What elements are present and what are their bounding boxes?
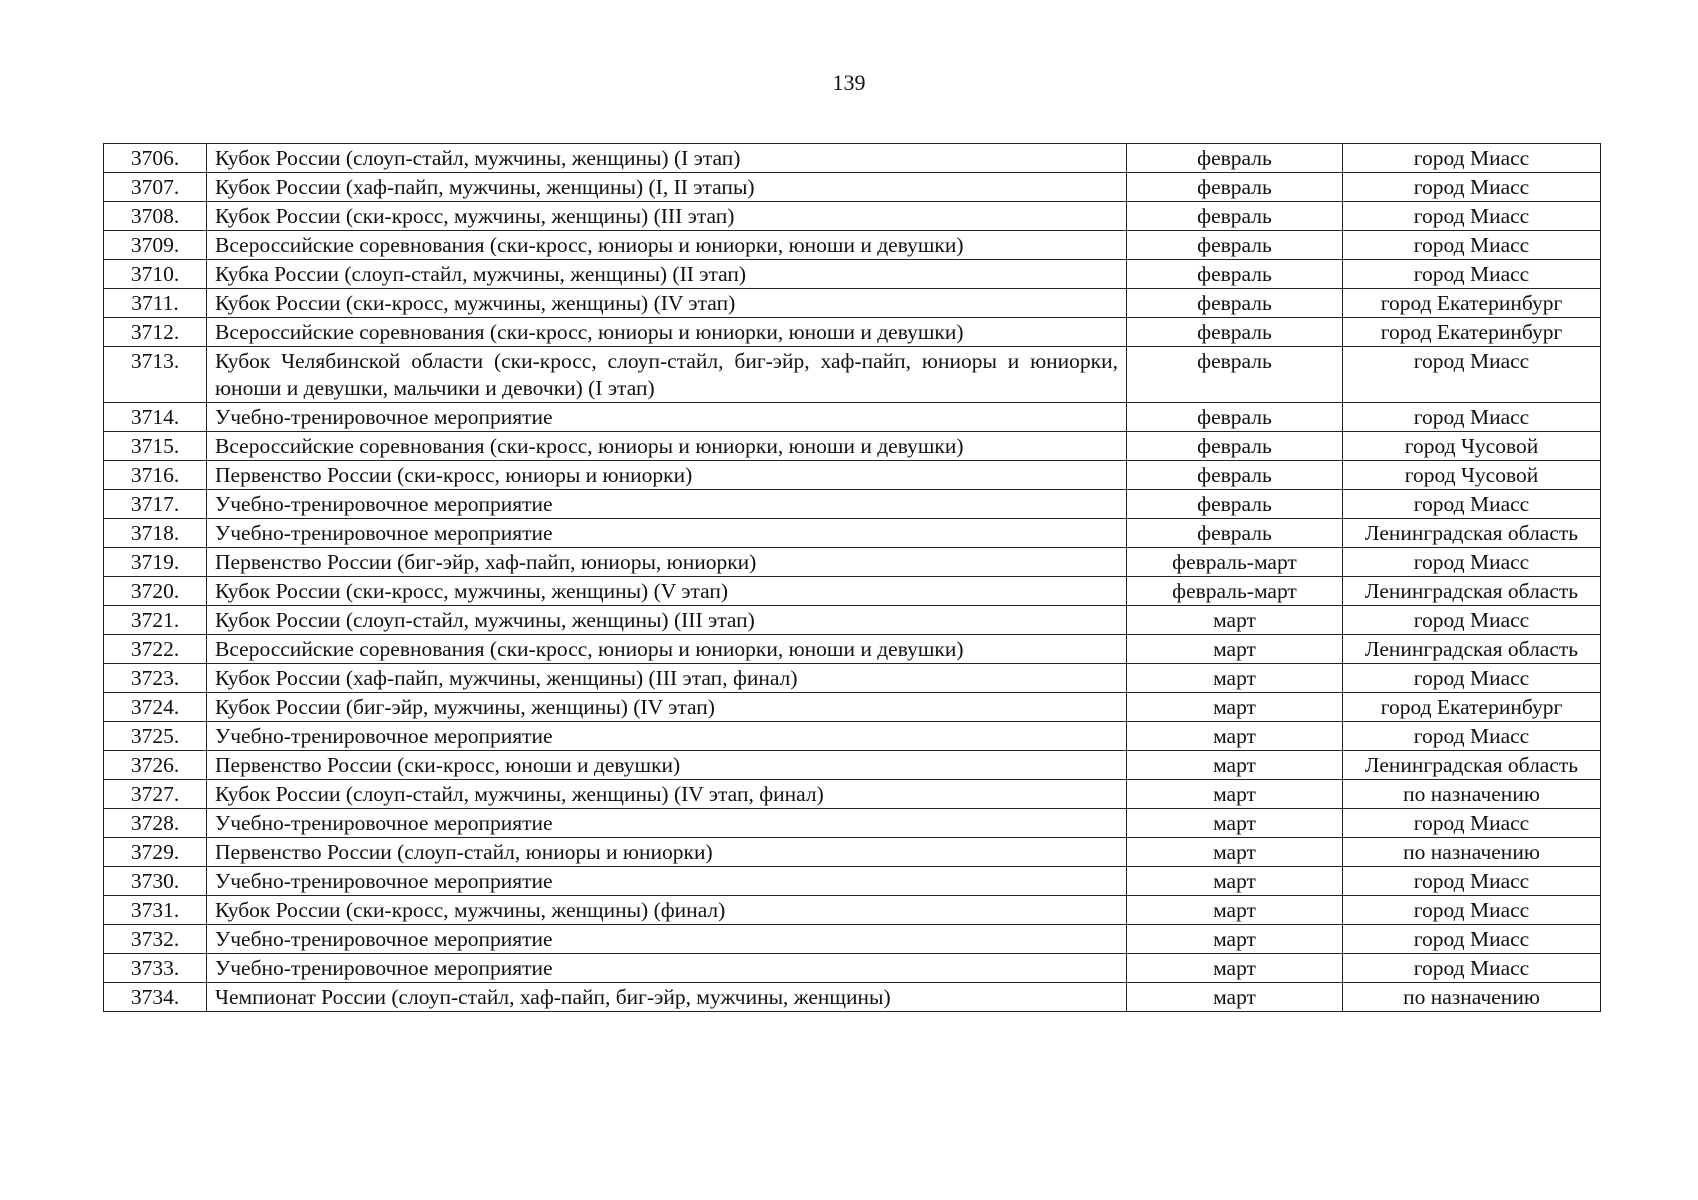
event-number: 3715. [104, 432, 207, 461]
event-date: март [1127, 838, 1343, 867]
table-row [104, 202, 1601, 231]
events-table-body [104, 144, 1601, 1012]
event-number: 3710. [104, 260, 207, 289]
event-place: город Миасс [1343, 144, 1601, 173]
event-name: Кубок России (биг-эйр, мужчины, женщины) (IV этап) [207, 693, 1127, 722]
table-row [104, 983, 1601, 1012]
event-date: март [1127, 751, 1343, 780]
event-number: 3731. [104, 896, 207, 925]
table-row [104, 461, 1601, 490]
event-number: 3716. [104, 461, 207, 490]
event-place: город Миасс [1343, 809, 1601, 838]
event-place: город Миасс [1343, 548, 1601, 577]
event-place: город Миасс [1343, 260, 1601, 289]
event-number: 3714. [104, 403, 207, 432]
event-date: февраль-март [1127, 577, 1343, 606]
event-number: 3709. [104, 231, 207, 260]
event-name: Всероссийские соревнования (ски-кросс, юниоры и юниорки, юноши и девушки) [207, 432, 1127, 461]
event-place: город Чусовой [1343, 461, 1601, 490]
event-place: по назначению [1343, 780, 1601, 809]
event-name: Кубок России (ски-кросс, мужчины, женщины) (финал) [207, 896, 1127, 925]
table-row [104, 838, 1601, 867]
event-number: 3725. [104, 722, 207, 751]
event-date: февраль [1127, 318, 1343, 347]
event-name: Кубок России (хаф-пайп, мужчины, женщины) (I, II этапы) [207, 173, 1127, 202]
event-name: Учебно-тренировочное мероприятие [207, 954, 1127, 983]
event-number: 3711. [104, 289, 207, 318]
event-place: город Миасс [1343, 231, 1601, 260]
event-date: март [1127, 954, 1343, 983]
event-date: март [1127, 896, 1343, 925]
event-date: март [1127, 925, 1343, 954]
event-date: март [1127, 606, 1343, 635]
event-name: Учебно-тренировочное мероприятие [207, 519, 1127, 548]
event-name: Кубок России (ски-кросс, мужчины, женщины) (IV этап) [207, 289, 1127, 318]
event-name: Кубок России (слоуп-стайл, мужчины, женщины) (IV этап, финал) [207, 780, 1127, 809]
event-name: Всероссийские соревнования (ски-кросс, юниоры и юниорки, юноши и девушки) [207, 231, 1127, 260]
table-row [104, 867, 1601, 896]
event-place: город Миасс [1343, 925, 1601, 954]
event-date: февраль [1127, 461, 1343, 490]
event-place: по назначению [1343, 838, 1601, 867]
event-number: 3733. [104, 954, 207, 983]
event-name: Учебно-тренировочное мероприятие [207, 867, 1127, 896]
event-name: Учебно-тренировочное мероприятие [207, 809, 1127, 838]
table-row [104, 490, 1601, 519]
event-place: город Миасс [1343, 606, 1601, 635]
table-row [104, 664, 1601, 693]
event-name: Кубок Челябинской области (ски-кросс, слоуп-стайл, биг-эйр, хаф-пайп, юниоры и юниорки, юноши и девушки, мальчики и девочки) (I этап) [207, 347, 1127, 403]
event-number: 3724. [104, 693, 207, 722]
event-number: 3706. [104, 144, 207, 173]
event-number: 3719. [104, 548, 207, 577]
event-date: март [1127, 780, 1343, 809]
table-row [104, 577, 1601, 606]
table-row [104, 289, 1601, 318]
table-row [104, 173, 1601, 202]
event-date: март [1127, 809, 1343, 838]
event-place: город Миасс [1343, 867, 1601, 896]
event-date: март [1127, 693, 1343, 722]
event-place: город Миасс [1343, 490, 1601, 519]
event-date: март [1127, 867, 1343, 896]
event-date: март [1127, 722, 1343, 751]
event-number: 3732. [104, 925, 207, 954]
event-name: Учебно-тренировочное мероприятие [207, 490, 1127, 519]
event-number: 3713. [104, 347, 207, 403]
event-number: 3730. [104, 867, 207, 896]
table-row [104, 403, 1601, 432]
table-row [104, 722, 1601, 751]
event-name: Кубка России (слоуп-стайл, мужчины, женщины) (II этап) [207, 260, 1127, 289]
table-row [104, 260, 1601, 289]
event-name: Первенство России (ски-кросс, юниоры и юниорки) [207, 461, 1127, 490]
event-date: февраль-март [1127, 548, 1343, 577]
event-place: город Миасс [1343, 722, 1601, 751]
event-number: 3708. [104, 202, 207, 231]
event-date: февраль [1127, 289, 1343, 318]
event-place: Ленинградская область [1343, 577, 1601, 606]
table-row [104, 318, 1601, 347]
table-row [104, 231, 1601, 260]
event-date: март [1127, 664, 1343, 693]
event-place: город Миасс [1343, 347, 1601, 403]
event-number: 3718. [104, 519, 207, 548]
event-name: Кубок России (ски-кросс, мужчины, женщины) (III этап) [207, 202, 1127, 231]
event-place: город Екатеринбург [1343, 289, 1601, 318]
event-name: Первенство России (слоуп-стайл, юниоры и юниорки) [207, 838, 1127, 867]
event-number: 3727. [104, 780, 207, 809]
event-date: февраль [1127, 490, 1343, 519]
event-name: Кубок России (слоуп-стайл, мужчины, женщины) (I этап) [207, 144, 1127, 173]
event-date: февраль [1127, 144, 1343, 173]
event-name: Учебно-тренировочное мероприятие [207, 403, 1127, 432]
event-number: 3707. [104, 173, 207, 202]
table-row [104, 954, 1601, 983]
event-date: март [1127, 983, 1343, 1012]
event-place: город Миасс [1343, 896, 1601, 925]
table-row [104, 809, 1601, 838]
event-number: 3726. [104, 751, 207, 780]
table-row [104, 519, 1601, 548]
table-row [104, 635, 1601, 664]
event-number: 3722. [104, 635, 207, 664]
event-date: февраль [1127, 260, 1343, 289]
event-number: 3717. [104, 490, 207, 519]
table-row [104, 144, 1601, 173]
event-date: февраль [1127, 231, 1343, 260]
table-row [104, 925, 1601, 954]
event-place: город Миасс [1343, 173, 1601, 202]
event-place: город Миасс [1343, 202, 1601, 231]
event-date: февраль [1127, 202, 1343, 231]
events-table [103, 143, 1601, 1012]
event-date: февраль [1127, 347, 1343, 403]
event-place: город Миасс [1343, 403, 1601, 432]
event-name: Учебно-тренировочное мероприятие [207, 925, 1127, 954]
table-row [104, 347, 1601, 403]
event-number: 3712. [104, 318, 207, 347]
event-date: февраль [1127, 519, 1343, 548]
event-place: по назначению [1343, 983, 1601, 1012]
event-name: Учебно-тренировочное мероприятие [207, 722, 1127, 751]
table-row [104, 780, 1601, 809]
event-number: 3721. [104, 606, 207, 635]
event-name: Первенство России (биг-эйр, хаф-пайп, юниоры, юниорки) [207, 548, 1127, 577]
table-row [104, 693, 1601, 722]
event-date: февраль [1127, 173, 1343, 202]
event-place: город Екатеринбург [1343, 318, 1601, 347]
page-number: 139 [832, 70, 866, 95]
event-place: Ленинградская область [1343, 751, 1601, 780]
event-name: Кубок России (хаф-пайп, мужчины, женщины) (III этап, финал) [207, 664, 1127, 693]
table-row [104, 896, 1601, 925]
event-name: Кубок России (слоуп-стайл, мужчины, женщины) (III этап) [207, 606, 1127, 635]
table-row [104, 548, 1601, 577]
event-name: Всероссийские соревнования (ски-кросс, юниоры и юниорки, юноши и девушки) [207, 318, 1127, 347]
table-row [104, 751, 1601, 780]
event-place: город Миасс [1343, 954, 1601, 983]
event-place: город Миасс [1343, 664, 1601, 693]
event-name: Чемпионат России (слоуп-стайл, хаф-пайп, биг-эйр, мужчины, женщины) [207, 983, 1127, 1012]
event-place: город Чусовой [1343, 432, 1601, 461]
event-place: Ленинградская область [1343, 519, 1601, 548]
event-name: Всероссийские соревнования (ски-кросс, юниоры и юниорки, юноши и девушки) [207, 635, 1127, 664]
event-date: март [1127, 635, 1343, 664]
event-date: февраль [1127, 432, 1343, 461]
table-row [104, 432, 1601, 461]
event-place: Ленинградская область [1343, 635, 1601, 664]
event-date: февраль [1127, 403, 1343, 432]
event-number: 3729. [104, 838, 207, 867]
event-name: Кубок России (ски-кросс, мужчины, женщины) (V этап) [207, 577, 1127, 606]
event-number: 3723. [104, 664, 207, 693]
table-row [104, 606, 1601, 635]
event-number: 3734. [104, 983, 207, 1012]
event-place: город Екатеринбург [1343, 693, 1601, 722]
event-name: Первенство России (ски-кросс, юноши и девушки) [207, 751, 1127, 780]
event-number: 3728. [104, 809, 207, 838]
event-number: 3720. [104, 577, 207, 606]
